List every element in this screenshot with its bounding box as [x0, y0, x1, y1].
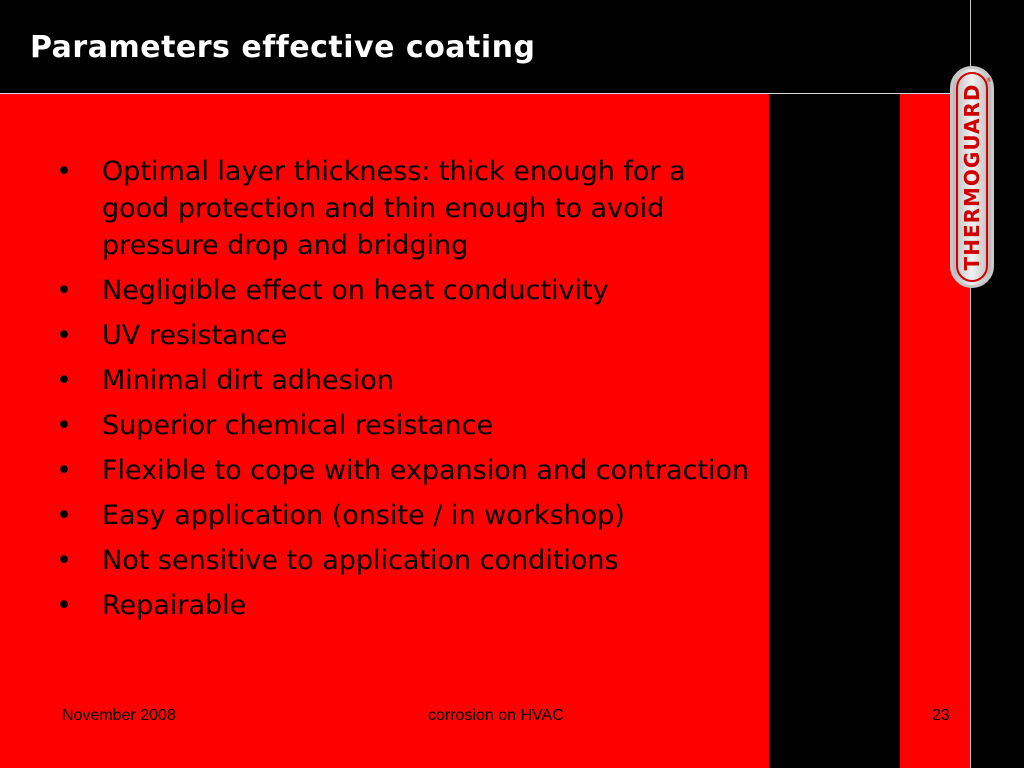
list-item	[56, 452, 756, 489]
list-item	[56, 542, 756, 579]
decorative-black-stripe	[769, 94, 900, 768]
list-item	[56, 587, 756, 624]
bullet-icon: •	[56, 500, 72, 531]
list-item	[56, 497, 756, 534]
list-item-text: Easy application (onsite / in workshop)	[102, 500, 625, 531]
logo-text: THERMOGUARD	[960, 83, 984, 271]
list-item-text: Minimal dirt adhesion	[102, 365, 394, 396]
bullet-icon: •	[56, 275, 72, 306]
bullet-icon: •	[56, 410, 72, 441]
list-item-text: Repairable	[102, 590, 247, 621]
bullet-icon: •	[56, 455, 72, 486]
list-item-text: Negligible effect on heat conductivity	[102, 275, 609, 306]
footer-topic: corrosion on HVAC	[428, 707, 564, 724]
footer-date: November 2008	[62, 707, 176, 724]
slide-number: 23	[932, 707, 950, 724]
list-item	[56, 272, 756, 309]
list-item	[56, 153, 756, 264]
list-item-text: Flexible to cope with expansion and contraction	[102, 455, 750, 486]
bullet-icon: •	[56, 545, 72, 576]
thermoguard-logo	[950, 66, 994, 288]
slide-title: Parameters effective coating	[30, 30, 536, 65]
registered-mark: ®	[986, 77, 992, 84]
bullet-icon: •	[56, 590, 72, 621]
list-item	[56, 362, 756, 399]
bullet-list	[56, 153, 756, 632]
bullet-icon: •	[56, 320, 72, 351]
list-item-text: Superior chemical resistance	[102, 410, 494, 441]
bullet-icon: •	[56, 365, 72, 396]
list-item-text: Not sensitive to application conditions	[102, 545, 619, 576]
list-item-text: Optimal layer thickness: thick enough for a good protection and thin enough to avoid pressure drop and bridging	[102, 156, 686, 261]
bullet-icon: •	[56, 156, 72, 187]
list-item	[56, 317, 756, 354]
list-item-text: UV resistance	[102, 320, 288, 351]
list-item	[56, 407, 756, 444]
